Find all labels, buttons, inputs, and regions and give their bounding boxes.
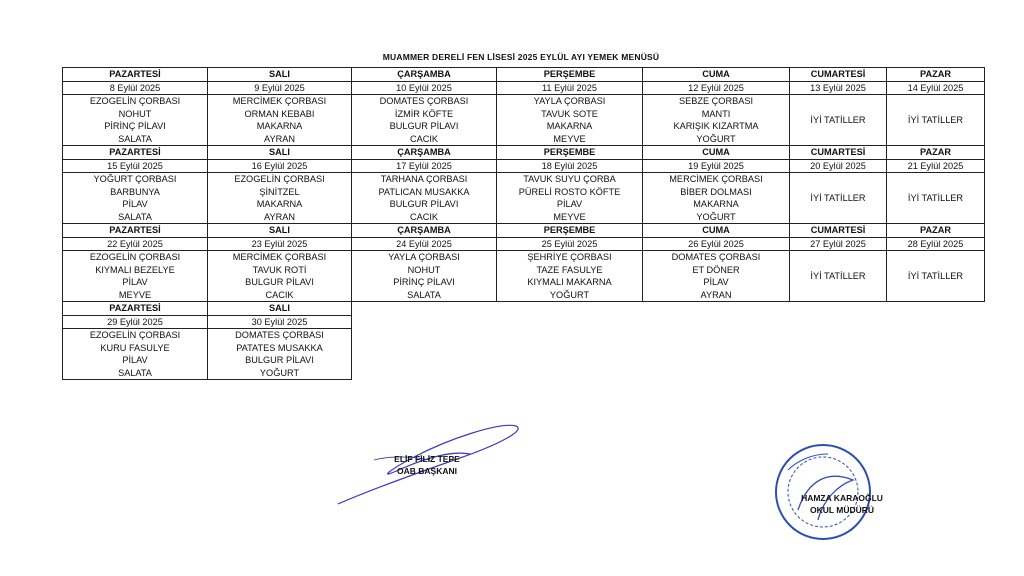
meal-cell: PÜRELİ ROSTO KÖFTE — [497, 186, 643, 199]
holiday-cell: İYİ TATİLLER — [790, 251, 887, 302]
meal-cell: YOĞURT — [643, 211, 790, 224]
meal-cell: SALATA — [352, 289, 497, 302]
meal-row — [63, 173, 985, 186]
meal-cell: KARIŞIK KIZARTMA — [643, 120, 790, 133]
date-cell: 12 Eylül 2025 — [643, 81, 790, 95]
date-row — [63, 159, 985, 173]
empty-cell — [352, 342, 985, 355]
meal-cell: EZOGELİN ÇORBASI — [63, 329, 208, 342]
meal-cell: MAKARNA — [208, 198, 352, 211]
date-cell: 15 Eylül 2025 — [63, 159, 208, 173]
meal-cell: PİLAV — [63, 276, 208, 289]
meal-cell: SALATA — [63, 133, 208, 146]
meal-row — [63, 251, 985, 264]
date-cell: 13 Eylül 2025 — [790, 81, 887, 95]
meal-cell: TAZE FASULYE — [497, 264, 643, 277]
meal-cell: TAVUK SOTE — [497, 108, 643, 121]
day-name: PAZAR — [887, 224, 985, 238]
meal-cell: YOĞURT ÇORBASI — [63, 173, 208, 186]
meal-cell: PİLAV — [63, 354, 208, 367]
meal-cell: KIYMALI MAKARNA — [497, 276, 643, 289]
meal-cell: AYRAN — [643, 289, 790, 302]
meal-cell: MAKARNA — [643, 198, 790, 211]
meal-cell: KIYMALI BEZELYE — [63, 264, 208, 277]
holiday-cell: İYİ TATİLLER — [790, 173, 887, 224]
meal-cell: YOĞURT — [208, 367, 352, 380]
day-name: PAZARTESİ — [63, 224, 208, 238]
empty-cell — [352, 315, 985, 329]
day-name: PAZAR — [887, 68, 985, 82]
meal-cell: TAVUK ROTİ — [208, 264, 352, 277]
day-name: CUMARTESİ — [790, 68, 887, 82]
date-cell: 25 Eylül 2025 — [497, 237, 643, 251]
meal-cell: ŞİNİTZEL — [208, 186, 352, 199]
day-name: PERŞEMBE — [497, 146, 643, 160]
signatory-role-right: OKUL MÜDÜRÜ — [809, 505, 875, 515]
empty-cell — [352, 329, 985, 342]
meal-cell: PATATES MUSAKKA — [208, 342, 352, 355]
meal-cell: NOHUT — [63, 108, 208, 121]
meal-cell: BULGUR PİLAVI — [208, 354, 352, 367]
meal-cell: MAKARNA — [208, 120, 352, 133]
meal-cell: ORMAN KEBABI — [208, 108, 352, 121]
meal-cell: AYRAN — [208, 211, 352, 224]
meal-cell: BARBUNYA — [63, 186, 208, 199]
date-cell: 8 Eylül 2025 — [63, 81, 208, 95]
date-cell: 16 Eylül 2025 — [208, 159, 352, 173]
empty-cell — [352, 367, 985, 380]
meal-cell: MERCİMEK ÇORBASI — [643, 173, 790, 186]
meal-cell: YAYLA ÇORBASI — [352, 251, 497, 264]
holiday-cell: İYİ TATİLLER — [887, 173, 985, 224]
meal-cell: CACIK — [352, 133, 497, 146]
day-header-row — [63, 146, 985, 160]
meal-cell: SALATA — [63, 367, 208, 380]
meal-cell: PATLICAN MUSAKKA — [352, 186, 497, 199]
date-cell: 29 Eylül 2025 — [63, 315, 208, 329]
holiday-cell: İYİ TATİLLER — [887, 95, 985, 146]
meal-cell: SEBZE ÇORBASI — [643, 95, 790, 108]
meal-cell: BULGUR PİLAVI — [352, 198, 497, 211]
day-name: PERŞEMBE — [497, 68, 643, 82]
date-cell: 17 Eylül 2025 — [352, 159, 497, 173]
meal-cell: DOMATES ÇORBASI — [643, 251, 790, 264]
date-cell: 24 Eylül 2025 — [352, 237, 497, 251]
meal-row — [63, 342, 985, 355]
meal-cell: BULGUR PİLAVI — [352, 120, 497, 133]
meal-cell: KURU FASULYE — [63, 342, 208, 355]
meal-cell: AYRAN — [208, 133, 352, 146]
meal-cell: YOĞURT — [643, 133, 790, 146]
meal-cell: PİRİNÇ PİLAVI — [352, 276, 497, 289]
day-name: ÇARŞAMBA — [352, 146, 497, 160]
meal-cell: NOHUT — [352, 264, 497, 277]
meal-row — [63, 95, 985, 108]
date-cell: 20 Eylül 2025 — [790, 159, 887, 173]
date-cell: 30 Eylül 2025 — [208, 315, 352, 329]
meal-cell: CACIK — [352, 211, 497, 224]
meal-cell: TARHANA ÇORBASI — [352, 173, 497, 186]
date-row — [63, 315, 985, 329]
meal-cell: EZOGELİN ÇORBASI — [63, 95, 208, 108]
meal-cell: MANTI — [643, 108, 790, 121]
date-cell: 9 Eylül 2025 — [208, 81, 352, 95]
meal-cell: SALATA — [63, 211, 208, 224]
holiday-cell: İYİ TATİLLER — [887, 251, 985, 302]
day-header-row — [63, 68, 985, 82]
meal-cell: EZOGELİN ÇORBASI — [63, 251, 208, 264]
day-name: CUMA — [643, 68, 790, 82]
page-title: MUAMMER DERELİ FEN LİSESİ 2025 EYLÜL AYI YEMEK MENÜSÜ — [382, 52, 660, 62]
day-name: PAZARTESİ — [63, 68, 208, 82]
meal-cell: MERCİMEK ÇORBASI — [208, 251, 352, 264]
date-row — [63, 81, 985, 95]
signatory-role-left: OAB BAŞKANI — [397, 466, 457, 476]
signature-block-left — [372, 453, 482, 477]
meal-cell: DOMATES ÇORBASI — [352, 95, 497, 108]
date-cell: 19 Eylül 2025 — [643, 159, 790, 173]
meal-cell: BİBER DOLMASI — [643, 186, 790, 199]
meal-cell: MERCİMEK ÇORBASI — [208, 95, 352, 108]
day-name: CUMA — [643, 224, 790, 238]
meal-cell: BULGUR PİLAVI — [208, 276, 352, 289]
date-cell: 23 Eylül 2025 — [208, 237, 352, 251]
day-name: CUMARTESİ — [790, 224, 887, 238]
date-cell: 27 Eylül 2025 — [790, 237, 887, 251]
holiday-cell: İYİ TATİLLER — [790, 95, 887, 146]
meal-cell: MEYVE — [497, 133, 643, 146]
signatory-name-left: ELİF FİLİZ TEPE — [394, 454, 460, 464]
meal-cell: PİRİNÇ PİLAVI — [63, 120, 208, 133]
day-name: CUMARTESİ — [790, 146, 887, 160]
date-cell: 10 Eylül 2025 — [352, 81, 497, 95]
empty-cell — [352, 302, 985, 316]
date-row — [63, 237, 985, 251]
day-name: SALI — [208, 224, 352, 238]
meal-cell: PİLAV — [63, 198, 208, 211]
meal-cell: ET DÖNER — [643, 264, 790, 277]
day-name: ÇARŞAMBA — [352, 224, 497, 238]
meal-cell: ŞEHRİYE ÇORBASI — [497, 251, 643, 264]
meal-cell: CACIK — [208, 289, 352, 302]
empty-cell — [352, 354, 985, 367]
day-header-row — [63, 224, 985, 238]
day-name: SALI — [208, 146, 352, 160]
date-cell: 26 Eylül 2025 — [643, 237, 790, 251]
meal-cell: PİLAV — [643, 276, 790, 289]
day-name: PAZARTESİ — [63, 302, 208, 316]
date-cell: 21 Eylül 2025 — [887, 159, 985, 173]
day-name: CUMA — [643, 146, 790, 160]
meal-cell: MEYVE — [497, 211, 643, 224]
day-header-row — [63, 302, 985, 316]
date-cell: 28 Eylül 2025 — [887, 237, 985, 251]
day-name: SALI — [208, 302, 352, 316]
day-name: PAZARTESİ — [63, 146, 208, 160]
day-name: PAZAR — [887, 146, 985, 160]
meal-cell: MAKARNA — [497, 120, 643, 133]
meal-cell: YOĞURT — [497, 289, 643, 302]
signatory-name-right: HAMZA KARAOĞLU — [801, 493, 883, 503]
menu-table — [62, 67, 985, 380]
day-name: SALI — [208, 68, 352, 82]
meal-row — [63, 329, 985, 342]
date-cell: 11 Eylül 2025 — [497, 81, 643, 95]
meal-cell: İZMİR KÖFTE — [352, 108, 497, 121]
signature-block-right — [772, 492, 912, 516]
date-cell: 22 Eylül 2025 — [63, 237, 208, 251]
meal-row — [63, 354, 985, 367]
date-cell: 14 Eylül 2025 — [887, 81, 985, 95]
meal-cell: TAVUK SUYU ÇORBA — [497, 173, 643, 186]
meal-cell: YAYLA ÇORBASI — [497, 95, 643, 108]
date-cell: 18 Eylül 2025 — [497, 159, 643, 173]
meal-cell: PİLAV — [497, 198, 643, 211]
meal-cell: DOMATES ÇORBASI — [208, 329, 352, 342]
meal-cell: MEYVE — [63, 289, 208, 302]
meal-row — [63, 367, 985, 380]
day-name: ÇARŞAMBA — [352, 68, 497, 82]
meal-cell: EZOGELİN ÇORBASI — [208, 173, 352, 186]
day-name: PERŞEMBE — [497, 224, 643, 238]
